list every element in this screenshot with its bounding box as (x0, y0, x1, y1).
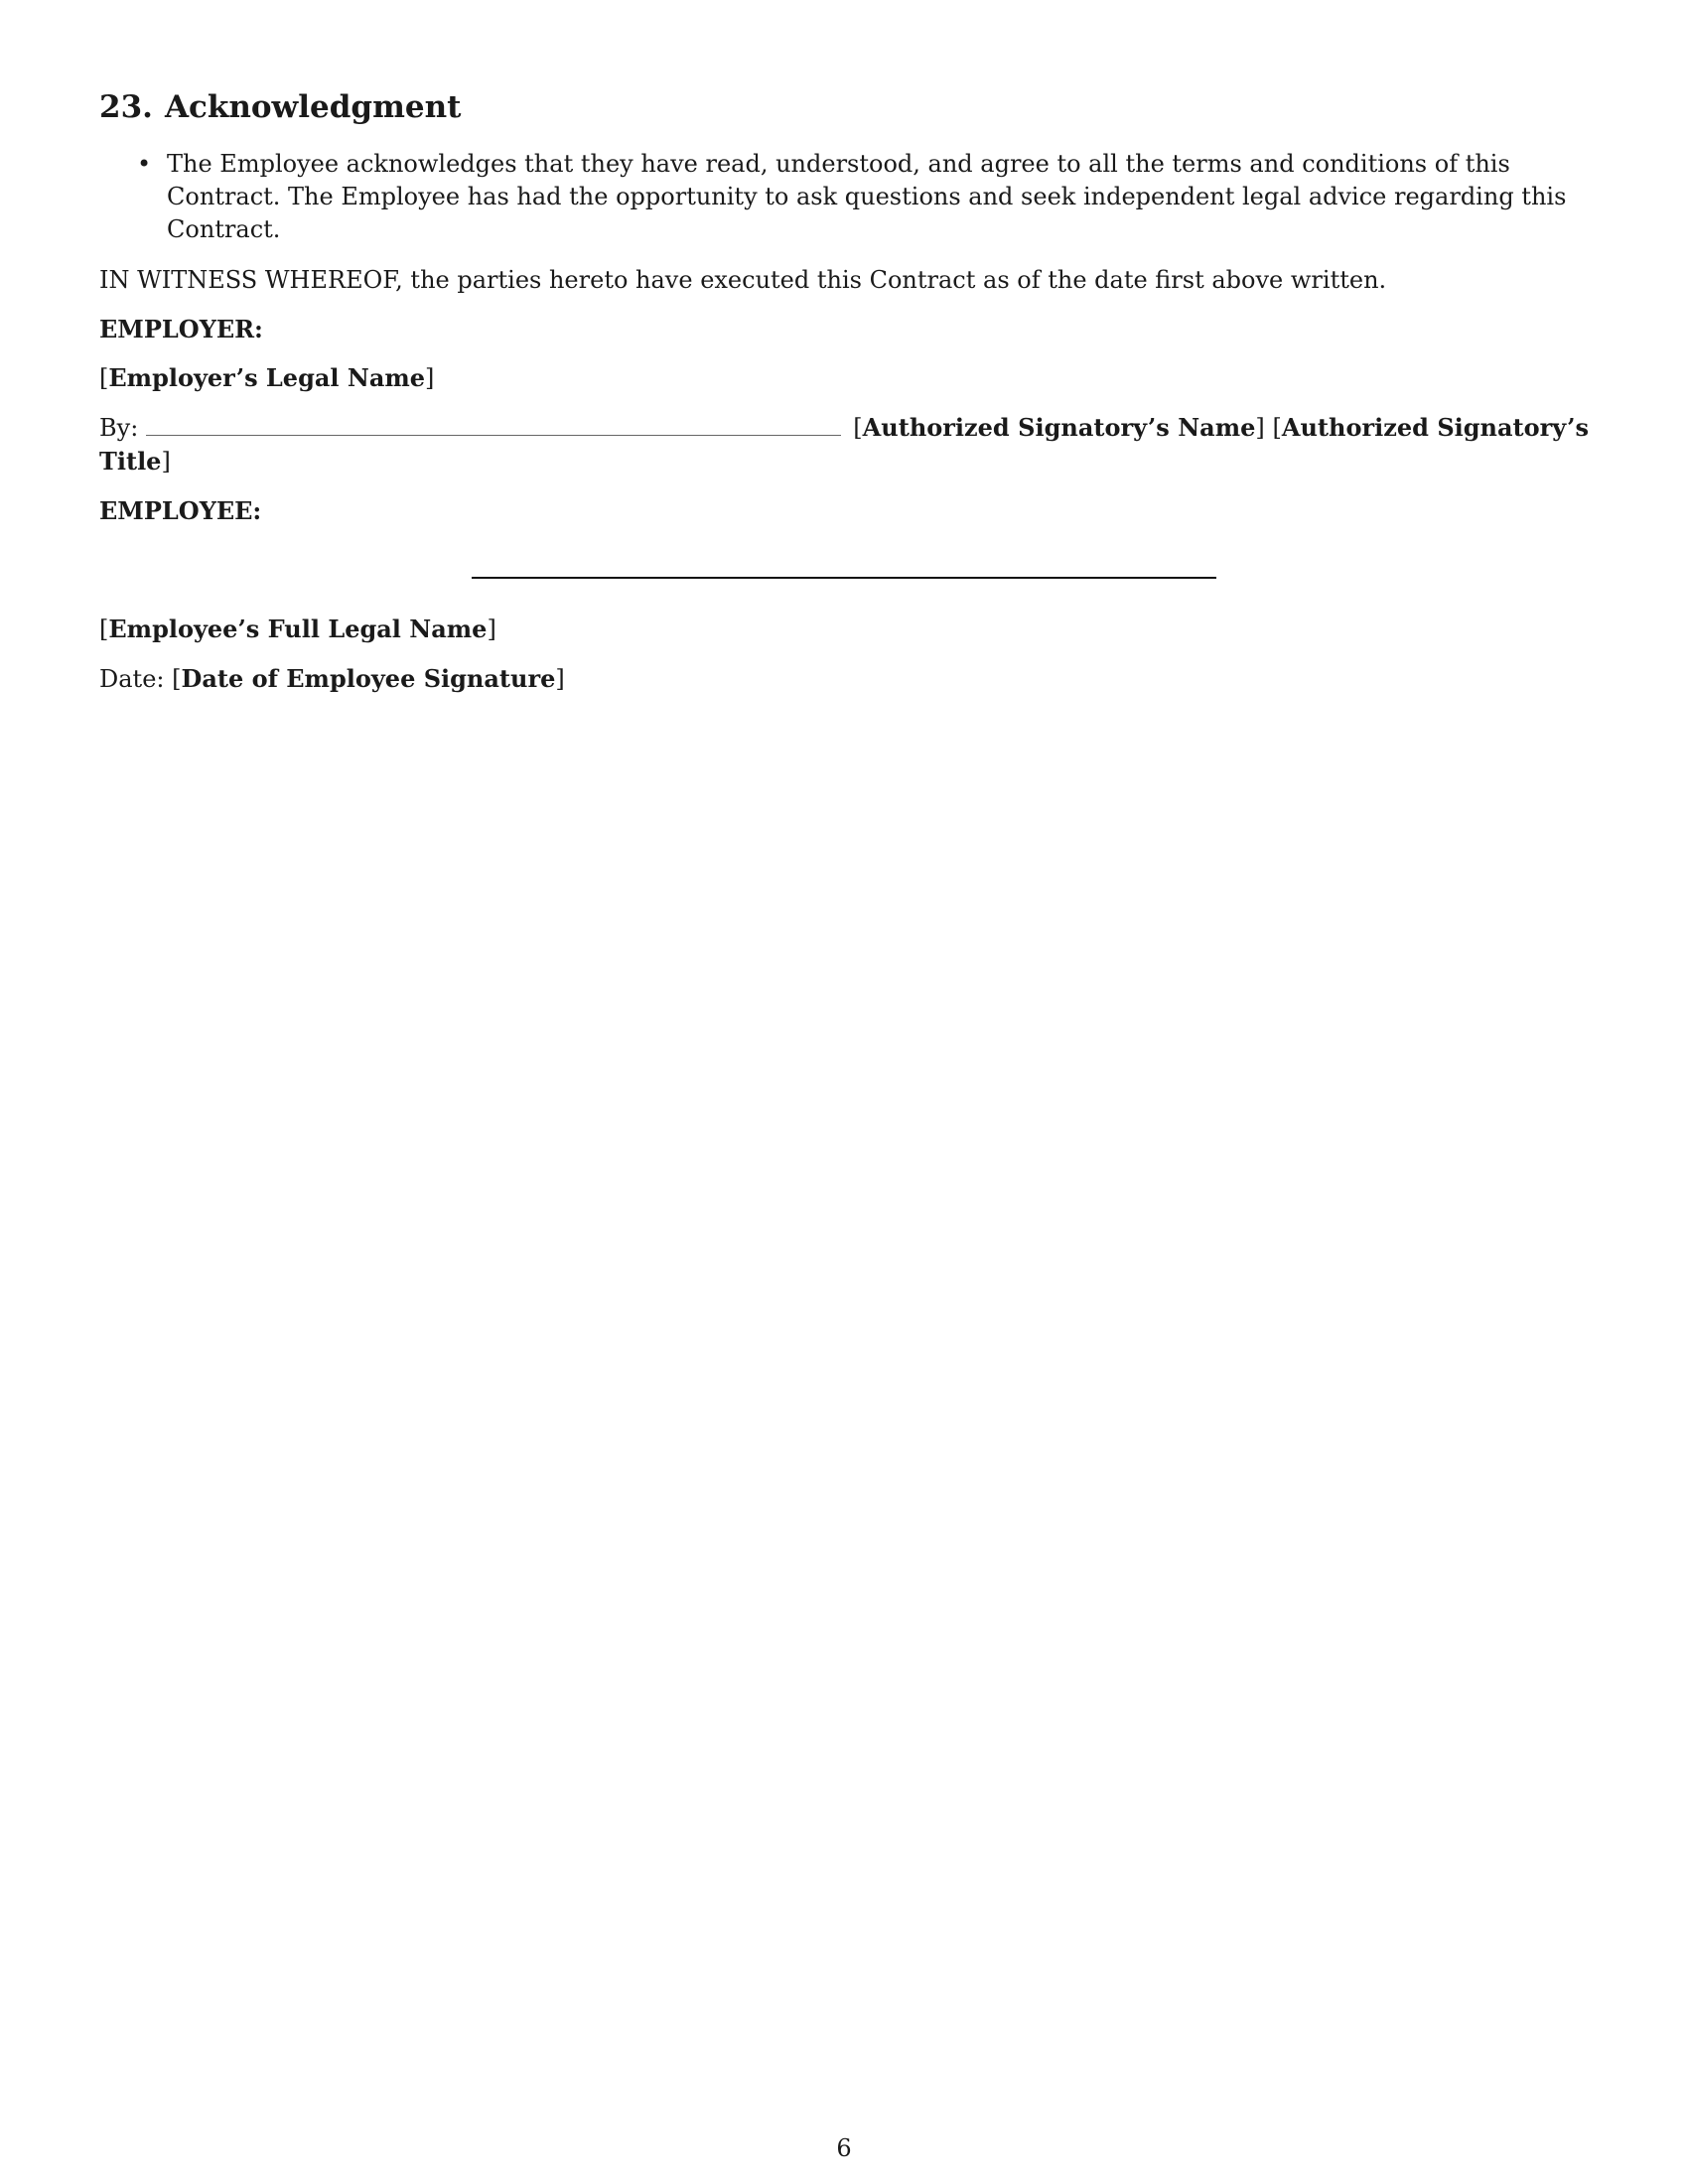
section-number: 23. (99, 89, 153, 125)
employer-signature-line: By: [Authorized Signatory’s Name] [Authorized Signatory’s Title] (99, 413, 1589, 477)
employer-legal-name-line (99, 361, 1589, 395)
list-item (99, 148, 1589, 246)
by-label: By: (99, 414, 139, 443)
page-number: 6 (836, 2134, 852, 2162)
employer-signature-field[interactable] (146, 415, 841, 436)
acknowledgment-list (99, 148, 1589, 246)
employee-name-line: [Employee’s Full Legal Name] (99, 614, 496, 644)
employee-heading: EMPLOYEE: (99, 496, 262, 526)
signatory-name: Authorized Signatory’s Name (862, 413, 1256, 443)
section-title: Acknowledgment (164, 89, 462, 125)
date-label: Date: (99, 665, 165, 694)
employee-signature-field[interactable] (472, 577, 1216, 579)
bracket-close: ] (425, 364, 435, 393)
document-page (99, 89, 1589, 712)
signatory-title: Authorized Signatory’s Title (99, 413, 1589, 477)
section-heading (99, 89, 1589, 126)
employee-date-line: Date: [Date of Employee Signature] (99, 664, 565, 694)
date-placeholder: Date of Employee Signature (181, 664, 556, 694)
bracket-open: [ (99, 364, 109, 393)
bullet-icon: • (137, 150, 152, 179)
employee-signature-block (99, 543, 1589, 603)
acknowledgment-text: The Employee acknowledges that they have read, understood, and agree to all the terms and conditions of this Contract. The Employee has had the opportunity to ask questions and seek independent legal advice regarding this Contract. (167, 150, 1567, 244)
employer-heading: EMPLOYER: (99, 315, 263, 344)
employee-full-name: Employee’s Full Legal Name (108, 614, 488, 644)
witness-statement: IN WITNESS WHEREOF, the parties hereto have executed this Contract as of the date first above written. (99, 266, 1387, 295)
employer-legal-name: Employer’s Legal Name (108, 363, 426, 393)
